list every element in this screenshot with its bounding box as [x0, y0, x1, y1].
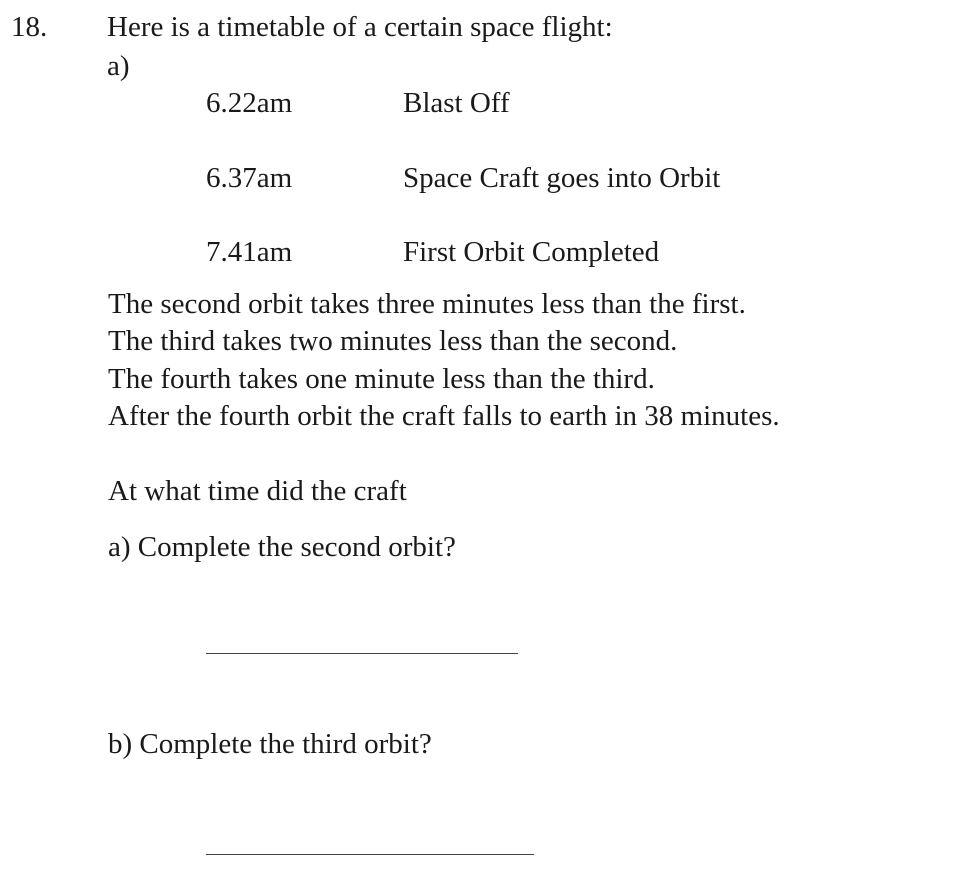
- statement-line: The fourth takes one minute less than the third.: [108, 363, 655, 395]
- sub-question-b: b) Complete the third orbit?: [108, 728, 432, 760]
- statement-line: The third takes two minutes less than the second.: [108, 325, 678, 357]
- timetable-event: First Orbit Completed: [403, 236, 660, 268]
- part-label: a): [107, 50, 130, 82]
- answer-line-a[interactable]: [206, 653, 518, 654]
- question-intro: Here is a timetable of a certain space flight:: [107, 11, 613, 43]
- timetable-time: 6.37am: [206, 162, 293, 194]
- timetable-event: Blast Off: [403, 87, 510, 119]
- sub-question-a: a) Complete the second orbit?: [108, 531, 456, 563]
- statement-line: The second orbit takes three minutes less than the first.: [108, 288, 746, 320]
- timetable-time: 7.41am: [206, 236, 293, 268]
- timetable-time: 6.22am: [206, 87, 293, 119]
- answer-line-b[interactable]: [206, 854, 534, 855]
- timetable-event: Space Craft goes into Orbit: [403, 162, 721, 194]
- question-number: 18.: [11, 11, 48, 43]
- question-prompt: At what time did the craft: [108, 475, 407, 507]
- statement-line: After the fourth orbit the craft falls to earth in 38 minutes.: [108, 400, 780, 432]
